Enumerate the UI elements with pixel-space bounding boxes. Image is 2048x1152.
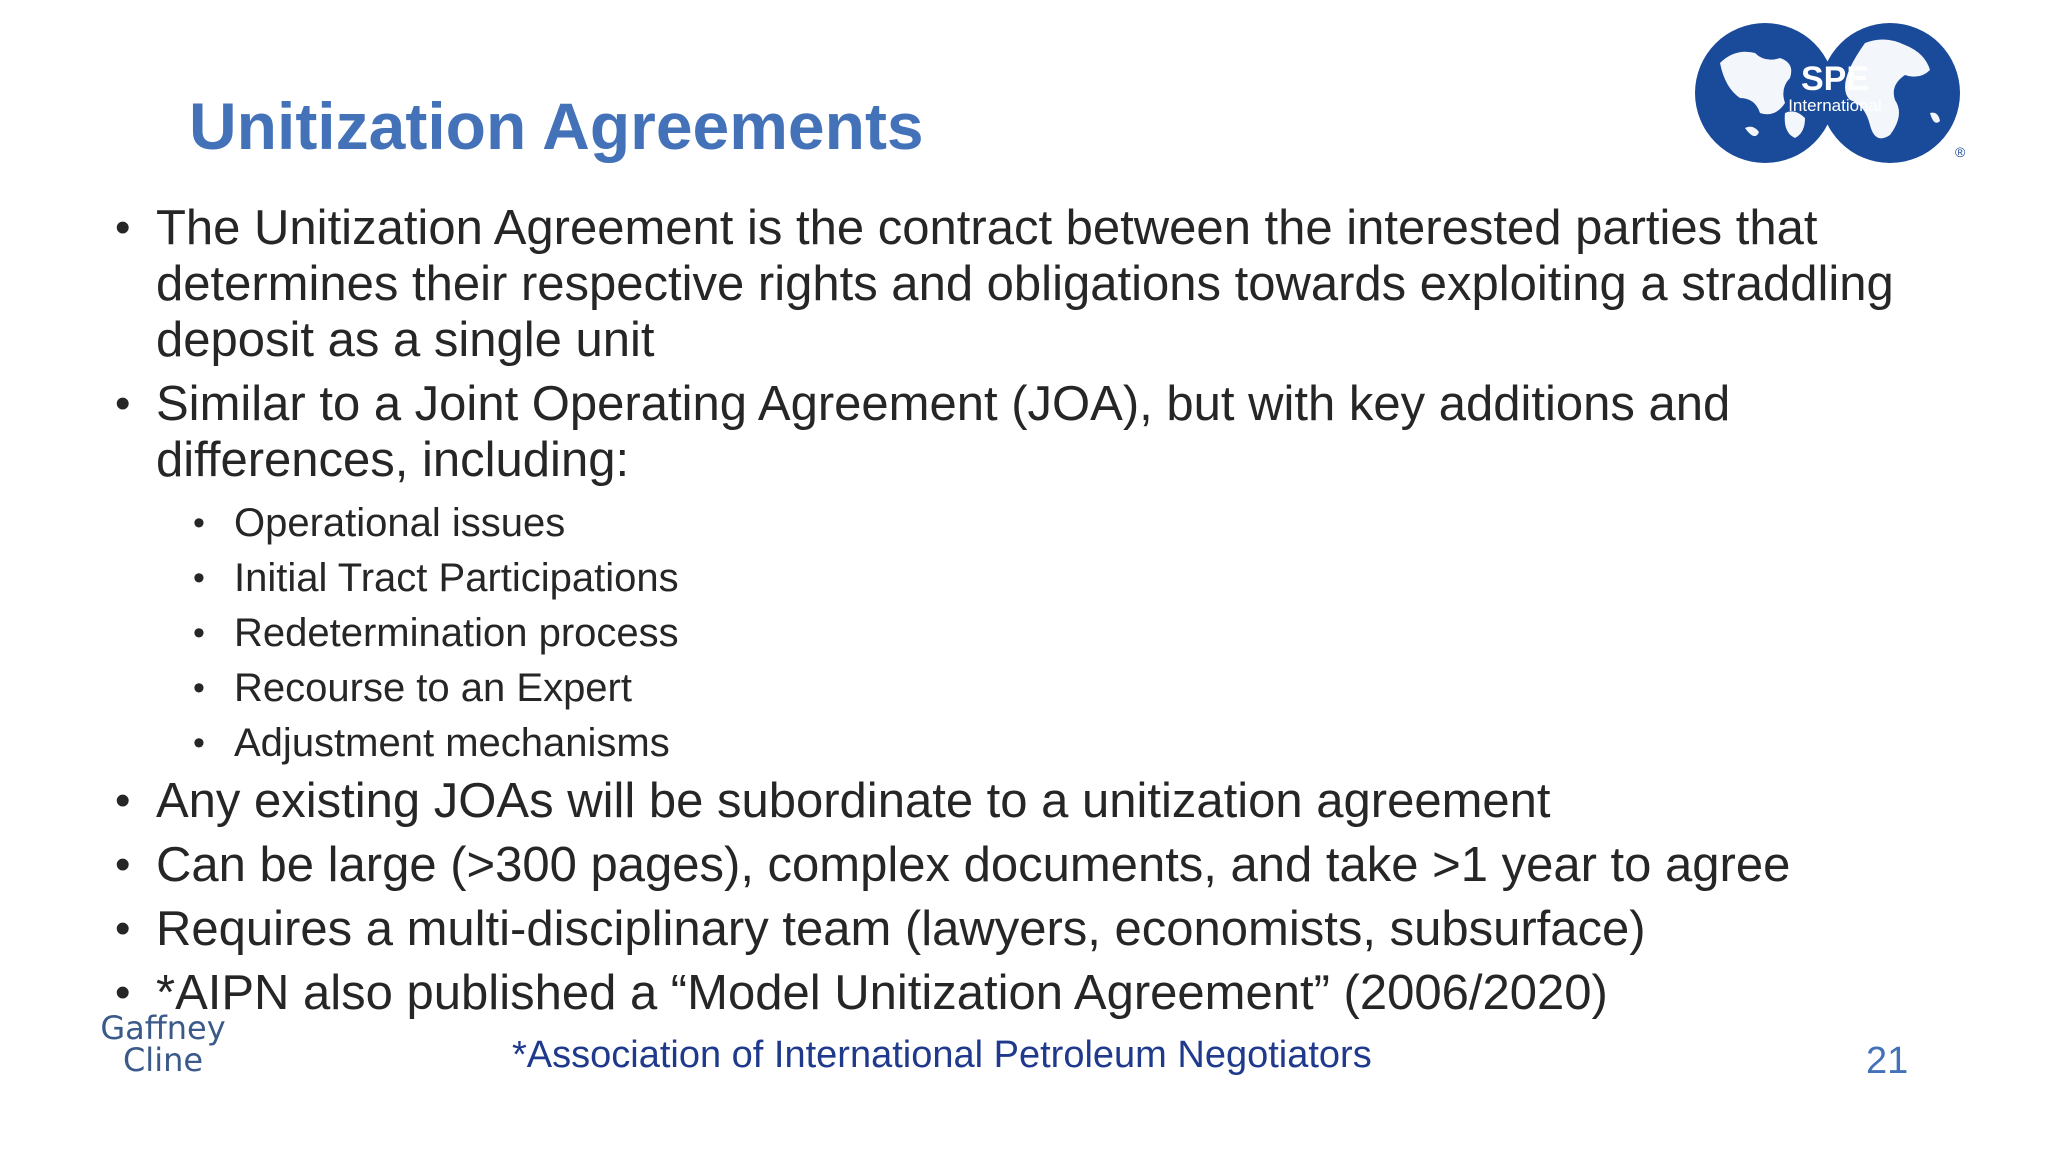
- sub-bullet-item: • Redetermination process: [115, 606, 1975, 661]
- gaffney-cline-logo-line1: Gaffney: [100, 1009, 226, 1047]
- registered-mark: ®: [1955, 144, 1966, 160]
- gaffney-cline-logo: [98, 1009, 228, 1079]
- page-number: 21: [1866, 1040, 1909, 1082]
- bullet-list: [115, 200, 1975, 1029]
- bullet-item: • Can be large (>300 pages), complex documents, and take >1 year to agree: [115, 837, 1975, 893]
- sub-bullet-item: • Recourse to an Expert: [115, 661, 1975, 716]
- spe-logo-text: [1770, 62, 1900, 116]
- sub-bullet-item: • Initial Tract Participations: [115, 551, 1975, 606]
- sub-bullet-item: • Operational issues: [115, 496, 1975, 551]
- footnote: *Association of International Petroleum Negotiators: [512, 1034, 1372, 1076]
- bullet-item: • Any existing JOAs will be subordinate to a unitization agreement: [115, 773, 1975, 829]
- gaffney-cline-logo-line2: Cline: [122, 1041, 204, 1079]
- bullet-item: • *AIPN also published a “Model Unitization Agreement” (2006/2020): [115, 965, 1975, 1021]
- spe-logo-line1: SPE: [1800, 60, 1870, 98]
- slide-title: Unitization Agreements: [189, 89, 924, 163]
- sub-bullet-item: • Adjustment mechanisms: [115, 716, 1975, 771]
- sub-bullet-list: [115, 496, 1975, 771]
- bullet-item: • Requires a multi-disciplinary team (lawyers, economists, subsurface): [115, 901, 1975, 957]
- bullet-item: • The Unitization Agreement is the contract between the interested parties that determines their respective rights and obligations towards exploiting a straddling deposit as a single unit: [115, 200, 1975, 368]
- spe-logo-line2: International: [1788, 96, 1882, 115]
- bullet-item: • Similar to a Joint Operating Agreement (JOA), but with key additions and differences, including:: [115, 376, 1975, 488]
